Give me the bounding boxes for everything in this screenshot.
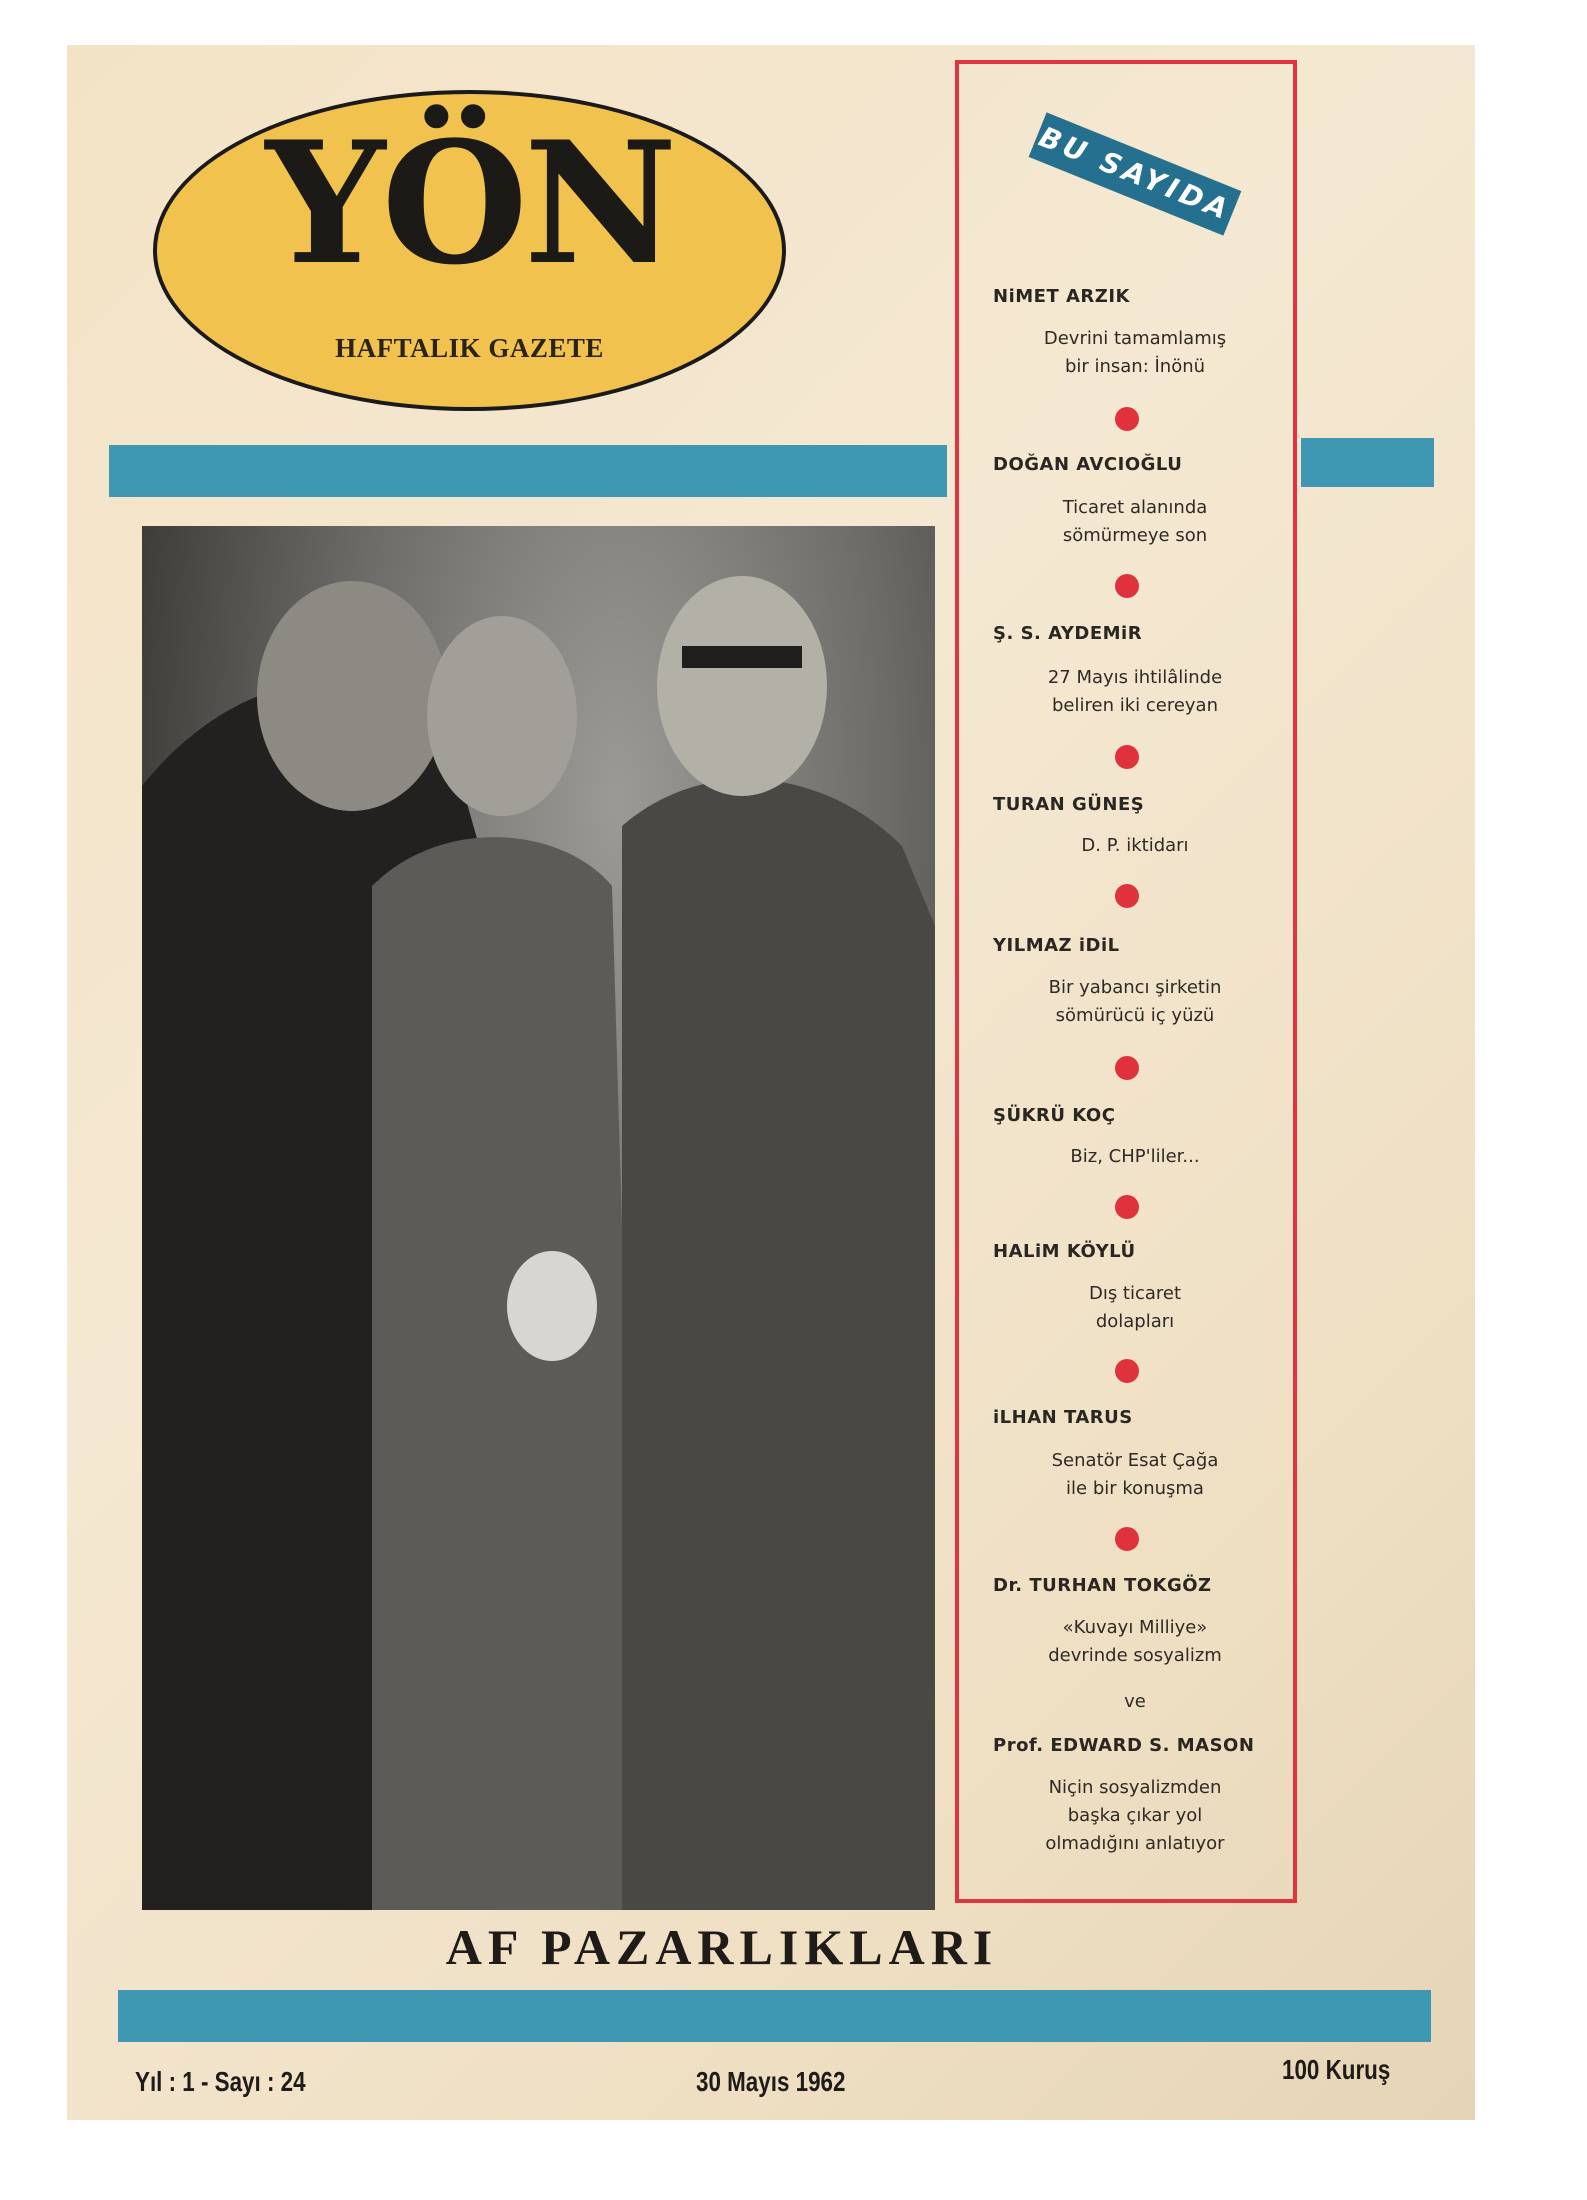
contents-title: Niçin sosyalizmden başka çıkar yol olmadığını anlatıyor	[1045, 1777, 1225, 1854]
bullet-dot	[1115, 745, 1139, 769]
contents-author: HALiM KÖYLÜ	[993, 1241, 1136, 1262]
contents-title: Bir yabancı şirketin sömürücü iç yüzü	[1048, 977, 1222, 1026]
contents-author: TURAN GÜNEŞ	[993, 794, 1145, 815]
contents-title: Biz, CHP'liler...	[1070, 1146, 1200, 1167]
contents-author: NiMET ARZIK	[993, 286, 1130, 307]
issue-date: 30 Mayıs 1962	[696, 2066, 846, 2097]
bullet-dot	[1115, 407, 1139, 431]
blue-stripe-top-right	[1301, 438, 1434, 487]
contents-author: iLHAN TARUS	[993, 1407, 1133, 1428]
contents-banner: BU SAYIDA	[1029, 112, 1242, 235]
contents-title: «Kuvayı Milliye» devrinde sosyalizm	[1048, 1617, 1222, 1666]
blue-stripe-bottom	[118, 1990, 1431, 2042]
issue-price: 100 Kuruş	[1282, 2054, 1391, 2085]
contents-author: Dr. TURHAN TOKGÖZ	[993, 1575, 1212, 1596]
masthead-tagline: HAFTALIK GAZETE	[335, 333, 604, 363]
contents-author: ŞÜKRÜ KOÇ	[993, 1105, 1116, 1126]
photo-figures	[142, 526, 935, 1910]
bullet-dot	[1115, 1056, 1139, 1080]
contents-title: Ticaret alanında sömürmeye son	[1062, 497, 1208, 546]
contents-author: DOĞAN AVCIOĞLU	[993, 454, 1183, 475]
blue-stripe-top-left	[109, 445, 947, 497]
masthead-title: YÖN	[265, 104, 674, 302]
bullet-dot	[1115, 884, 1139, 908]
issue-number: Yıl : 1 - Sayı : 24	[135, 2066, 306, 2097]
contents-title: D. P. iktidarı	[1081, 835, 1189, 856]
cover-headline: AF PAZARLIKLARI	[445, 1919, 999, 1975]
contents-connector: ve	[1124, 1691, 1146, 1712]
contents-author: YILMAZ iDiL	[993, 935, 1120, 956]
contents-title: Dış ticaret dolapları	[1088, 1283, 1182, 1332]
cover-photo	[142, 526, 935, 1910]
contents-title: Devrini tamamlamış bir insan: İnönü	[1043, 328, 1227, 377]
contents-title: 27 Mayıs ihtilâlinde beliren iki cereyan	[1047, 667, 1223, 716]
bullet-dot	[1115, 1527, 1139, 1551]
contents-title: Senatör Esat Çağa ile bir konuşma	[1051, 1450, 1219, 1499]
bullet-dot	[1115, 1195, 1139, 1219]
contents-author: Prof. EDWARD S. MASON	[993, 1735, 1255, 1756]
contents-author: Ş. S. AYDEMiR	[993, 623, 1143, 644]
bullet-dot	[1115, 574, 1139, 598]
bullet-dot	[1115, 1359, 1139, 1383]
